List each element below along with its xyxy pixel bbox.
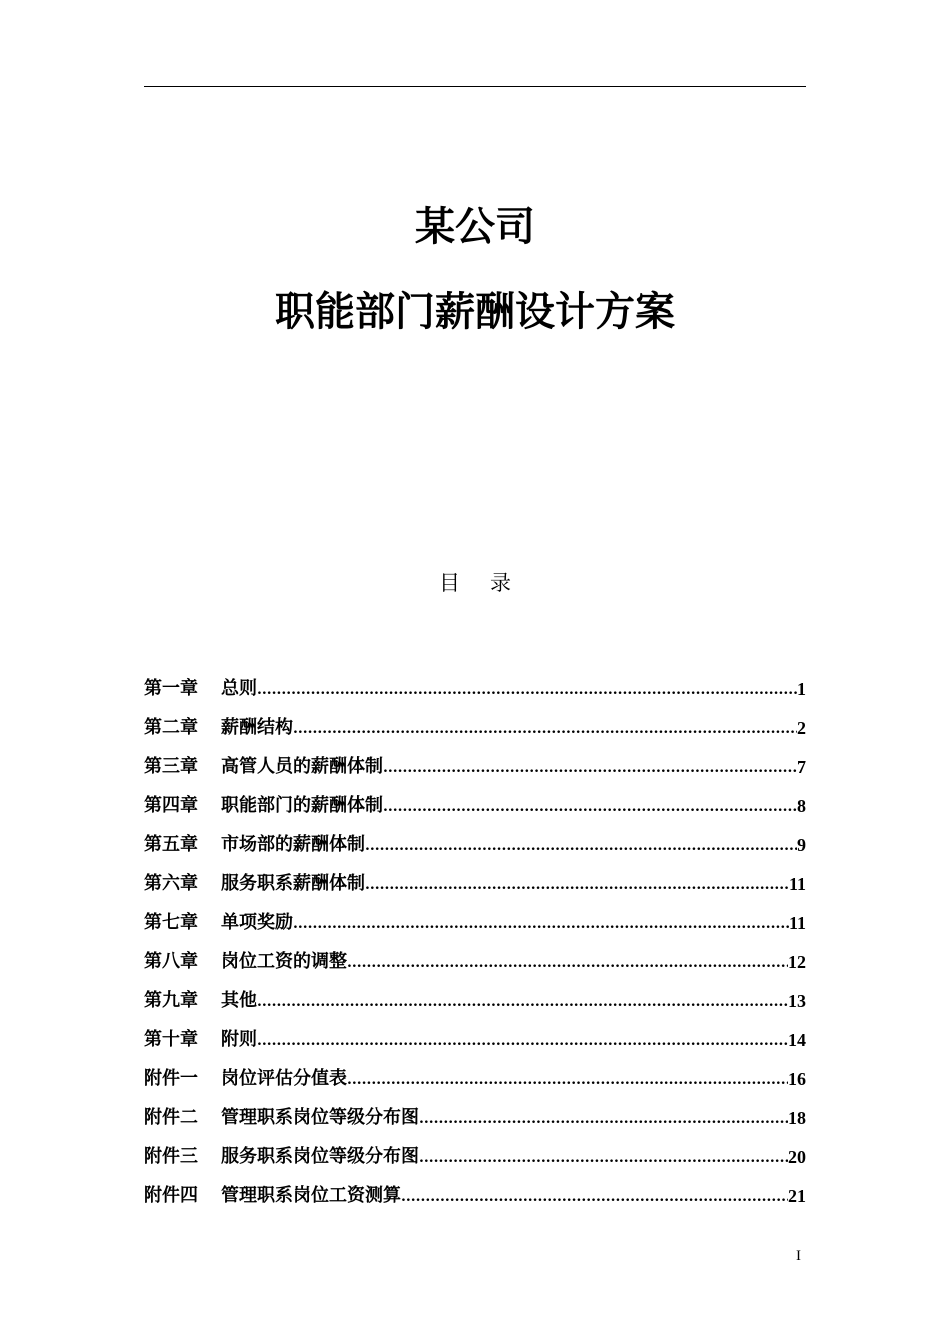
toc-entry-chapter: 附件一 bbox=[144, 1068, 198, 1089]
toc-entry-chapter: 第七章 bbox=[144, 912, 198, 933]
toc-entry[interactable] bbox=[144, 935, 806, 974]
toc-entry-leader bbox=[401, 1184, 788, 1208]
toc-entry-chapter: 第八章 bbox=[144, 951, 198, 972]
toc-entry-page: 8 bbox=[797, 796, 806, 816]
table-of-contents bbox=[144, 662, 806, 1208]
toc-entry[interactable] bbox=[144, 857, 806, 896]
toc-entry-title: 服务职系薪酬体制 bbox=[221, 873, 365, 894]
toc-entry-leader bbox=[293, 716, 797, 740]
document-title-main: 职能部门薪酬设计方案 bbox=[275, 289, 675, 335]
toc-entry-leader bbox=[257, 677, 797, 701]
toc-entry-title: 职能部门的薪酬体制 bbox=[221, 795, 383, 816]
toc-entry-title: 单项奖励 bbox=[221, 912, 293, 933]
toc-entry-title: 管理职系岗位等级分布图 bbox=[221, 1107, 419, 1128]
toc-entry-title: 总则 bbox=[221, 678, 257, 699]
toc-entry-leader bbox=[365, 872, 789, 896]
toc-entry-title: 市场部的薪酬体制 bbox=[221, 834, 365, 855]
toc-entry-page: 13 bbox=[788, 991, 806, 1011]
toc-entry-chapter: 第六章 bbox=[144, 873, 198, 894]
toc-entry-chapter: 第三章 bbox=[144, 756, 198, 777]
toc-entry-chapter: 第一章 bbox=[144, 678, 198, 699]
toc-entry-page: 14 bbox=[788, 1030, 806, 1050]
toc-entry-leader bbox=[383, 794, 797, 818]
toc-entry-leader bbox=[347, 950, 788, 974]
toc-entry[interactable] bbox=[144, 896, 806, 935]
toc-entry-leader bbox=[365, 833, 797, 857]
header-rule bbox=[144, 86, 806, 87]
toc-entry[interactable] bbox=[144, 1169, 806, 1208]
toc-entry-page: 11 bbox=[788, 874, 806, 894]
toc-entry-page: 12 bbox=[788, 952, 806, 972]
toc-heading-char-1: 目 bbox=[439, 571, 460, 595]
toc-entry-chapter: 第十章 bbox=[144, 1029, 198, 1050]
toc-entry-leader bbox=[257, 1028, 788, 1052]
toc-entry-title: 其他 bbox=[221, 990, 257, 1011]
toc-entry-page: 20 bbox=[788, 1147, 806, 1167]
toc-entry-chapter: 第二章 bbox=[144, 717, 198, 738]
toc-entry-title: 管理职系岗位工资测算 bbox=[221, 1185, 401, 1206]
toc-entry-leader bbox=[347, 1067, 788, 1091]
toc-entry[interactable] bbox=[144, 740, 806, 779]
toc-entry[interactable] bbox=[144, 779, 806, 818]
toc-entry[interactable] bbox=[144, 818, 806, 857]
toc-entry-title: 岗位评估分值表 bbox=[221, 1068, 347, 1089]
toc-entry-title: 薪酬结构 bbox=[221, 717, 293, 738]
toc-entry-leader bbox=[419, 1106, 788, 1130]
toc-entry-leader bbox=[419, 1145, 788, 1169]
toc-entry[interactable] bbox=[144, 701, 806, 740]
toc-entry-title: 附则 bbox=[221, 1029, 257, 1050]
page-number: I bbox=[796, 1248, 801, 1264]
toc-entry[interactable] bbox=[144, 1013, 806, 1052]
toc-entry-title: 服务职系岗位等级分布图 bbox=[221, 1146, 419, 1167]
toc-entry-chapter: 附件三 bbox=[144, 1146, 198, 1167]
toc-entry-chapter: 附件四 bbox=[144, 1185, 198, 1206]
toc-entry-page: 16 bbox=[788, 1069, 806, 1089]
toc-entry[interactable] bbox=[144, 662, 806, 701]
document-title-company: 某公司 bbox=[415, 204, 535, 250]
toc-heading bbox=[0, 569, 950, 597]
toc-entry[interactable] bbox=[144, 974, 806, 1013]
toc-entry-page: 18 bbox=[788, 1108, 806, 1128]
toc-entry-leader bbox=[257, 989, 788, 1013]
toc-entry-page: 21 bbox=[788, 1186, 806, 1206]
toc-entry-title: 岗位工资的调整 bbox=[221, 951, 347, 972]
toc-entry-leader bbox=[293, 911, 789, 935]
toc-entry[interactable] bbox=[144, 1091, 806, 1130]
toc-entry-leader bbox=[383, 755, 797, 779]
toc-entry-chapter: 附件二 bbox=[144, 1107, 198, 1128]
toc-entry-page: 9 bbox=[797, 835, 806, 855]
toc-entry[interactable] bbox=[144, 1130, 806, 1169]
toc-entry-page: 2 bbox=[797, 718, 806, 738]
toc-entry[interactable] bbox=[144, 1052, 806, 1091]
toc-entry-chapter: 第五章 bbox=[144, 834, 198, 855]
toc-entry-chapter: 第九章 bbox=[144, 990, 198, 1011]
toc-entry-page: 1 bbox=[797, 679, 806, 699]
toc-entry-title: 高管人员的薪酬体制 bbox=[221, 756, 383, 777]
toc-heading-char-2: 录 bbox=[490, 571, 511, 595]
toc-entry-page: 11 bbox=[788, 913, 806, 933]
toc-entry-page: 7 bbox=[797, 757, 806, 777]
toc-entry-chapter: 第四章 bbox=[144, 795, 198, 816]
